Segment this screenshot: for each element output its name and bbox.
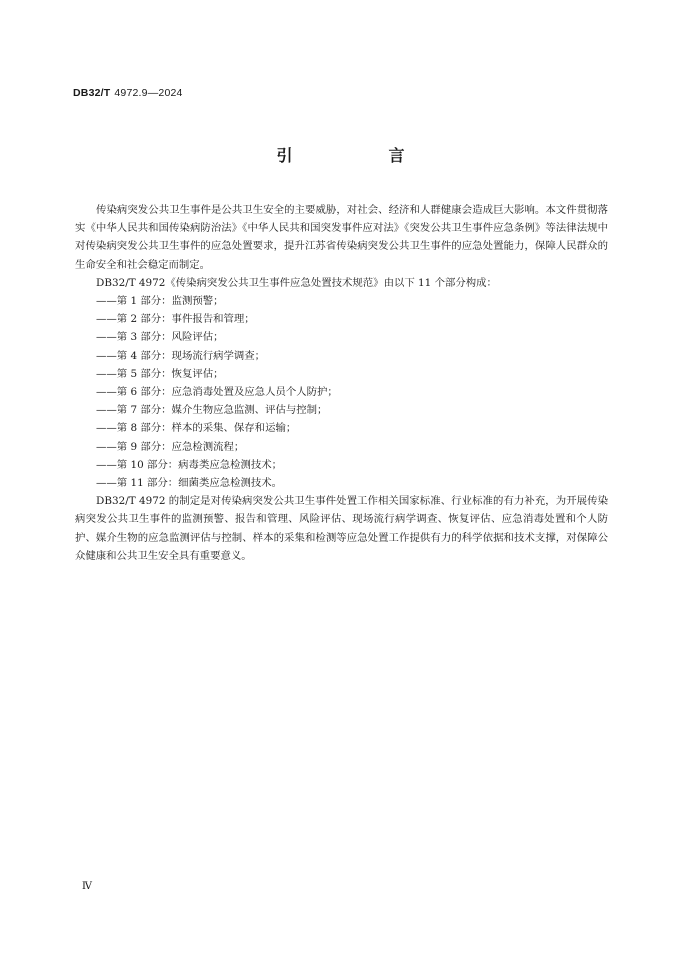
list-item: ——第 2 部分：事件报告和管理；: [96, 313, 255, 326]
standard-code: DB32/T: [73, 87, 111, 99]
parts-lead-paragraph: DB32/T 4972《传染病突发公共卫生事件应急处置技术规范》由以下 11 个部分构成：: [96, 276, 497, 289]
parts-list: [75, 292, 608, 492]
list-item: ——第 3 部分：风险评估；: [96, 331, 224, 344]
intro-paragraph: 传染病突发公共卫生事件是公共卫生安全的主要威胁，对社会、经济和人群健康会造成巨大影响。本文件贯彻落实《中华人民共和国传染病防治法》《中华人民共和国突发事件应对法》《突发公共卫生事件应急条例》等法律法规中对传染病突发公共卫生事件的应急处置要求，提升江苏省传染病突发公共卫生事件的应急处置能力，保障人民群众的生命安全和社会稳定而制定。: [75, 204, 608, 271]
document-body: [75, 201, 608, 565]
page-number: Ⅳ: [82, 881, 92, 892]
list-item: ——第 5 部分：恢复评估；: [96, 367, 224, 380]
page-title: 引 言: [276, 146, 445, 165]
list-item: ——第 9 部分：应急检测流程；: [96, 440, 245, 453]
standard-number: 4972.9—2024: [114, 87, 183, 99]
list-item: ——第 11 部分：细菌类应急检测技术。: [96, 477, 283, 490]
closing-paragraph: DB32/T 4972 的制定是对传染病突发公共卫生事件处置工作相关国家标准、行业标准的有力补充，为开展传染病突发公共卫生事件的监测预警、报告和管理、风险评估、现场流行病学调查、恢复评估、应急消毒处置和个人防护、媒介生物的应急监测评估与控制、样本的采集和检测等应急处置工作提供有力的科学依据和技术支撑，对保障公众健康和公共卫生安全具有重要意义。: [75, 495, 608, 562]
list-item: ——第 8 部分：样本的采集、保存和运输；: [96, 422, 297, 435]
standard-code-header: [73, 87, 183, 99]
list-item: ——第 10 部分：病毒类应急检测技术；: [96, 458, 283, 471]
list-item: ——第 1 部分：监测预警；: [96, 295, 224, 308]
list-item: ——第 4 部分：现场流行病学调查；: [96, 349, 266, 362]
list-item: ——第 7 部分：媒介生物应急监测、评估与控制；: [96, 404, 328, 417]
list-item: ——第 6 部分：应急消毒处置及应急人员个人防护；: [96, 386, 338, 399]
